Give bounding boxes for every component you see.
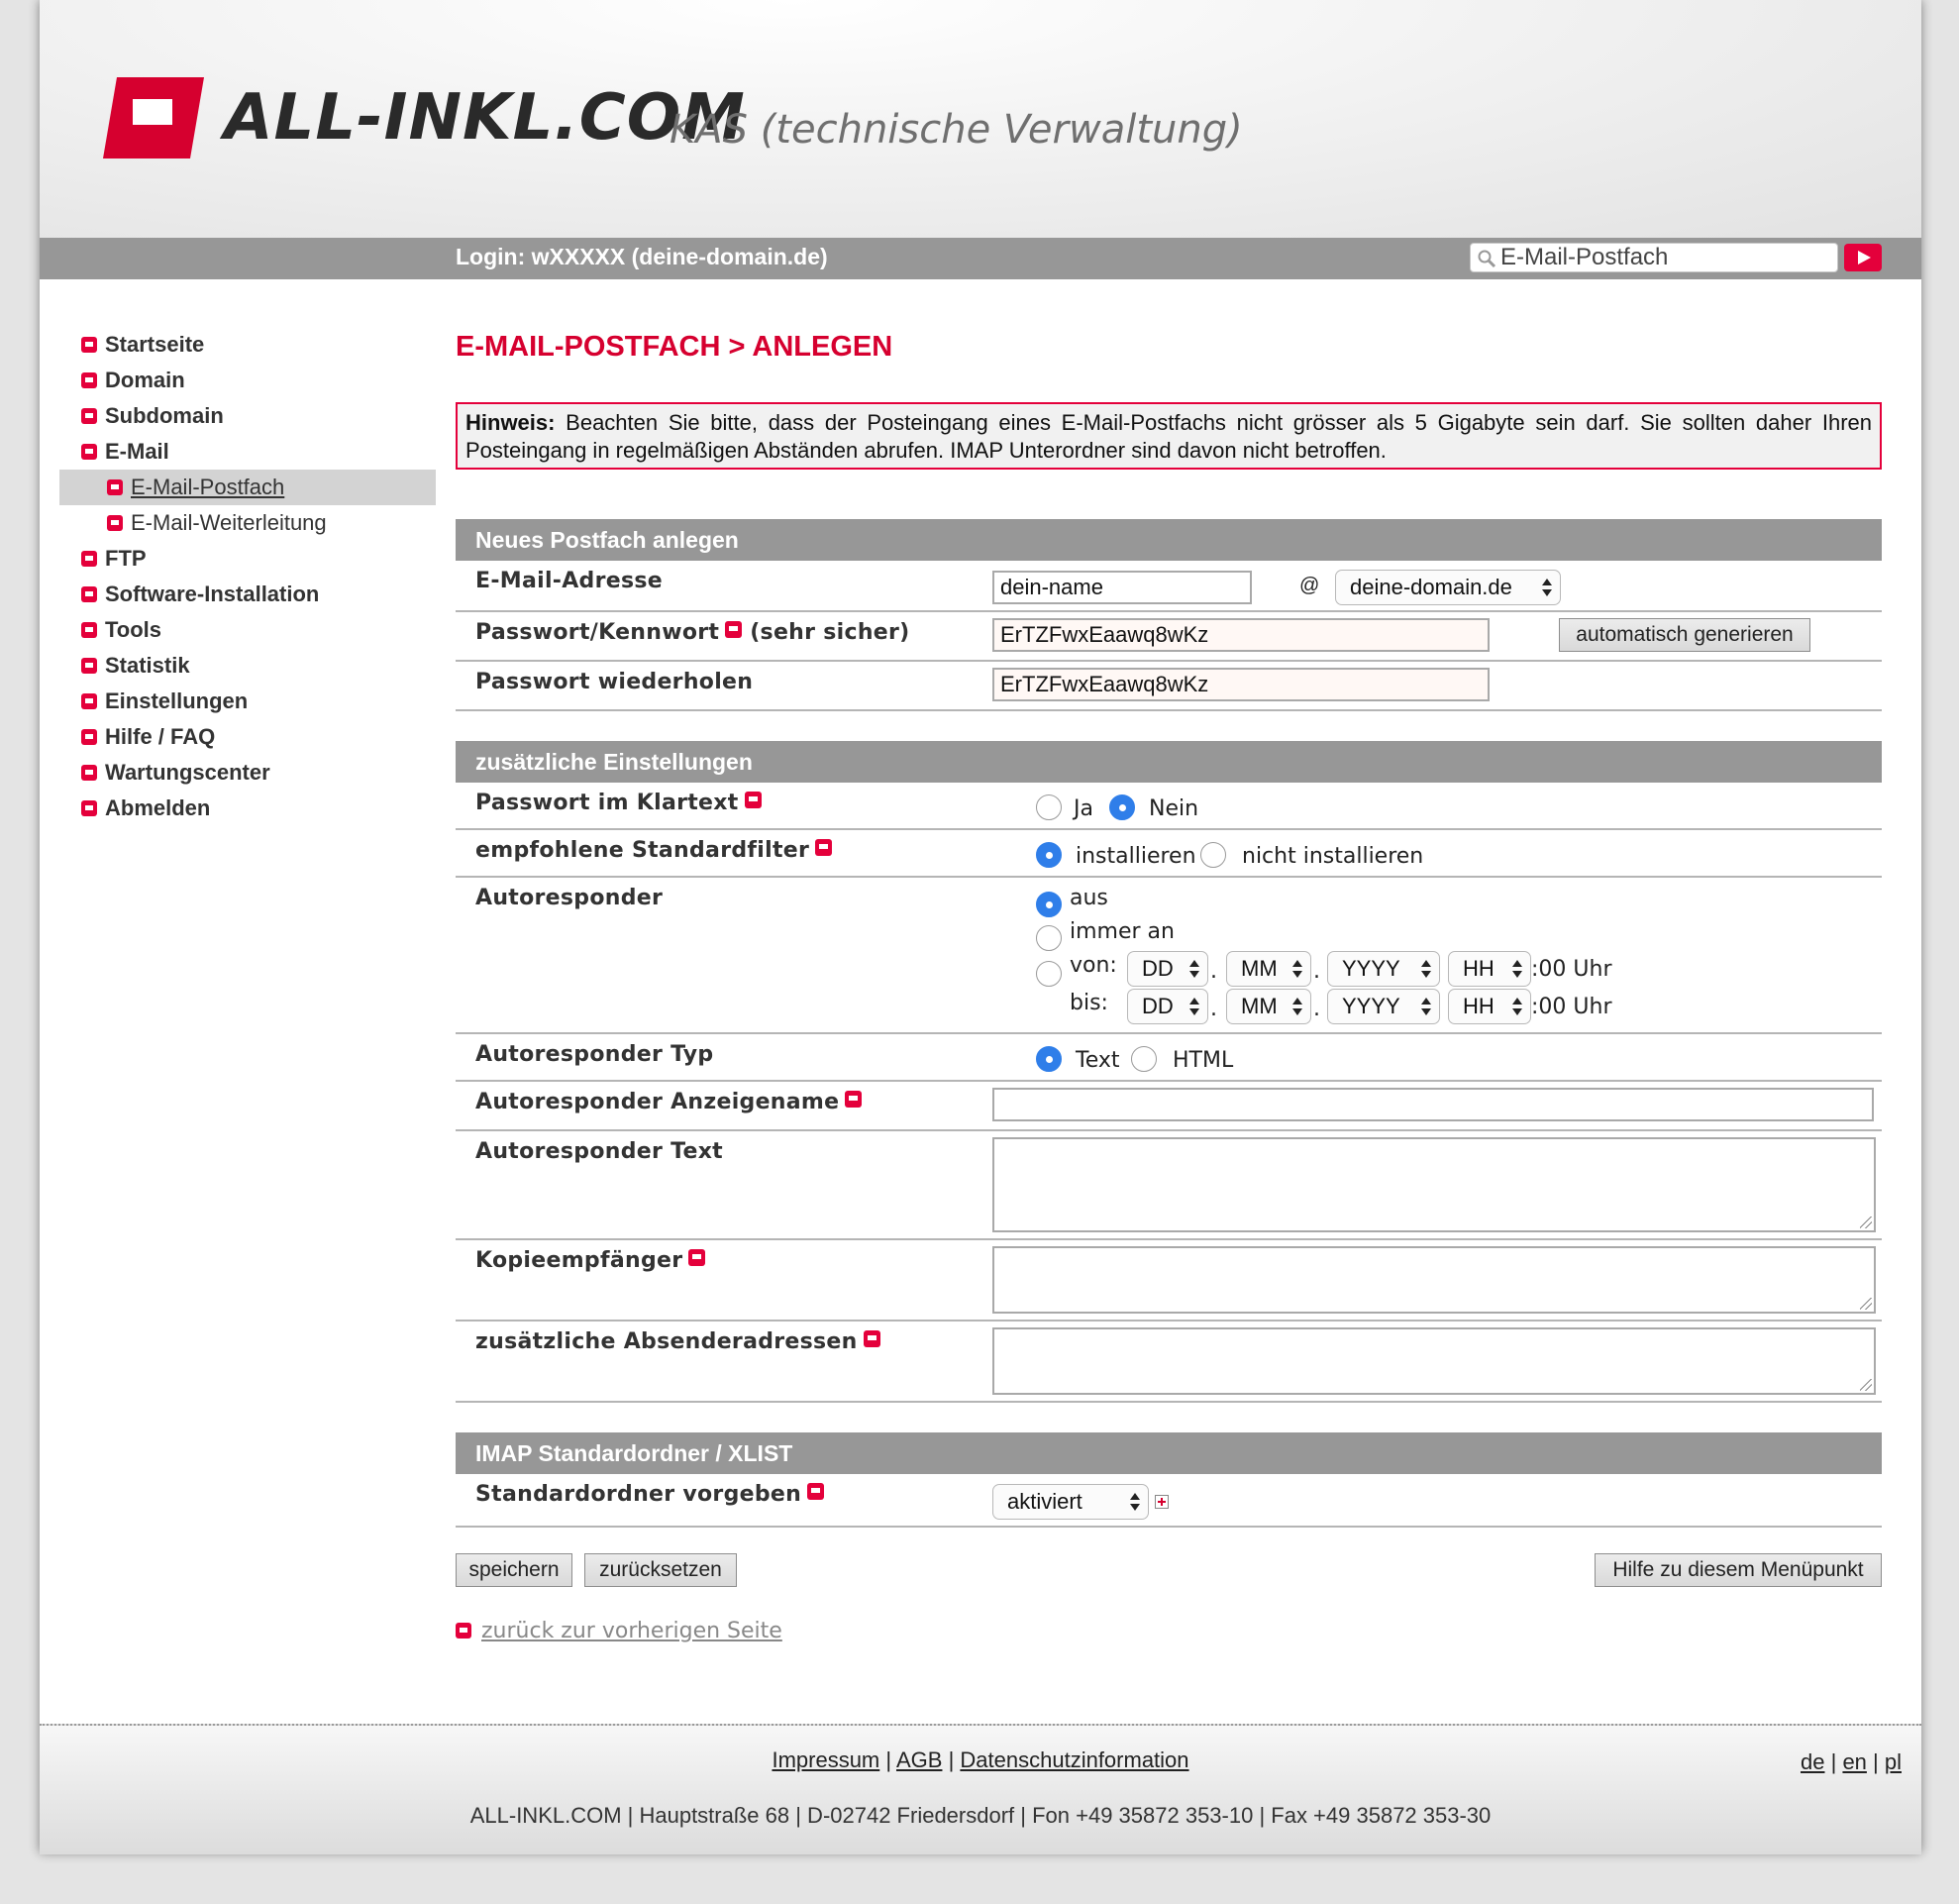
row-autoresponder-typ	[456, 1034, 1882, 1082]
company-address: ALL-INKL.COM | Hauptstraße 68 | D-02742 Friedersdorf | Fon +49 35872 353-10 | Fax +49 35872 353-30	[469, 1803, 1492, 1828]
help-icon[interactable]	[725, 621, 742, 638]
anzeigename-input[interactable]	[992, 1088, 1874, 1121]
nav-bullet-icon	[107, 479, 123, 495]
footer-separator: |	[942, 1747, 961, 1772]
ar-always-label: immer an	[1070, 919, 1175, 944]
date-dot: .	[1313, 959, 1320, 984]
lang-en-link[interactable]: en	[1842, 1749, 1867, 1774]
row-standardordner	[456, 1474, 1882, 1528]
back-link[interactable]: zurück zur vorherigen Seite	[481, 1619, 782, 1643]
agb-link[interactable]: AGB	[895, 1747, 943, 1772]
sidebar-item-abmelden[interactable]: Abmelden	[59, 791, 436, 826]
generate-password-button[interactable]: automatisch generieren	[1559, 618, 1810, 652]
help-icon[interactable]	[745, 792, 762, 808]
section-zusaetzliche-einstellungen: zusätzliche Einstellungen	[456, 741, 1882, 783]
nav-bullet-icon	[81, 444, 97, 460]
klartext-ja-radio[interactable]	[1036, 794, 1062, 820]
footer-separator: |	[1866, 1749, 1885, 1774]
sidebar-item-domain[interactable]: Domain	[59, 363, 436, 398]
sidebar-nav	[59, 327, 436, 826]
privacy-link[interactable]: Datenschutzinformation	[960, 1747, 1189, 1772]
chevron-updown-icon	[1189, 998, 1199, 1017]
row-email-address	[456, 561, 1882, 612]
row-anzeigename	[456, 1082, 1882, 1131]
sidebar-item-wartungscenter[interactable]: Wartungscenter	[59, 755, 436, 791]
page-title: E-MAIL-POSTFACH > ANLEGEN	[456, 331, 893, 363]
autoresponder-text-label: Autoresponder Text	[475, 1139, 723, 1164]
footer-links	[40, 1747, 1921, 1773]
type-text-label: Text	[1076, 1048, 1120, 1073]
notice-box	[456, 402, 1882, 470]
password-repeat-label: Passwort wiederholen	[475, 670, 754, 694]
search-go-icon[interactable]	[1844, 244, 1882, 271]
nav-bullet-icon	[81, 693, 97, 709]
type-html-label: HTML	[1173, 1048, 1234, 1073]
sidebar-item-subdomain[interactable]: Subdomain	[59, 398, 436, 434]
filter-install-label: installieren	[1076, 844, 1196, 869]
chevron-updown-icon	[1421, 960, 1431, 980]
help-icon[interactable]	[688, 1249, 705, 1266]
from-year-select[interactable]: YYYY	[1327, 951, 1440, 987]
notice-label: Hinweis:	[465, 410, 556, 435]
sidebar-item-email-postfach[interactable]: E-Mail-Postfach	[59, 470, 436, 505]
sidebar-item-email[interactable]: E-Mail	[59, 434, 436, 470]
standardordner-select[interactable]: aktiviert	[992, 1484, 1149, 1520]
footer-separator: |	[1824, 1749, 1843, 1774]
to-day-select[interactable]: DD	[1127, 989, 1208, 1024]
to-hour-select[interactable]: HH	[1448, 989, 1531, 1024]
password-label: Passwort/Kennwort (sehr sicher)	[475, 620, 910, 645]
email-address-label: E-Mail-Adresse	[475, 569, 663, 593]
chevron-updown-icon	[1512, 960, 1522, 980]
date-dot: .	[1210, 959, 1217, 984]
to-year-select[interactable]: YYYY	[1327, 989, 1440, 1024]
chevron-updown-icon	[1130, 1493, 1140, 1513]
kopieempfaenger-label: Kopieempfänger	[475, 1248, 705, 1273]
filter-noinstall-label: nicht installieren	[1242, 844, 1424, 869]
klartext-nein-label: Nein	[1149, 796, 1199, 821]
from-day-select[interactable]: DD	[1127, 951, 1208, 987]
ar-to-label: bis:	[1070, 991, 1108, 1015]
help-icon[interactable]	[807, 1483, 824, 1500]
kopieempfaenger-textarea[interactable]	[992, 1246, 1876, 1314]
ar-off-label: aus	[1070, 886, 1108, 910]
from-uhr-label: :00 Uhr	[1531, 957, 1612, 982]
ar-period-radio[interactable]	[1036, 961, 1062, 987]
row-kopieempfaenger	[456, 1240, 1882, 1322]
help-menu-button[interactable]: Hilfe zu diesem Menüpunkt	[1595, 1553, 1882, 1587]
password-strength: (sehr sicher)	[750, 620, 910, 645]
sidebar-item-hilfe[interactable]: Hilfe / FAQ	[59, 719, 436, 755]
nav-bullet-icon	[81, 622, 97, 638]
nav-bullet-icon	[81, 337, 97, 353]
help-icon[interactable]	[864, 1330, 880, 1347]
at-sign: @	[1299, 575, 1320, 596]
help-icon[interactable]	[845, 1091, 862, 1108]
autoresponder-typ-label: Autoresponder Typ	[475, 1042, 714, 1067]
type-html-radio[interactable]	[1131, 1046, 1157, 1072]
impressum-link[interactable]: Impressum	[772, 1747, 880, 1772]
nav-bullet-icon	[456, 1623, 471, 1639]
klartext-label: Passwort im Klartext	[475, 791, 762, 815]
filter-install-radio[interactable]	[1036, 842, 1062, 868]
klartext-nein-radio[interactable]	[1109, 794, 1135, 820]
nav-bullet-icon	[81, 586, 97, 602]
expand-plus-icon[interactable]	[1155, 1495, 1169, 1509]
sidebar-item-email-weiterleitung[interactable]: E-Mail-Weiterleitung	[59, 505, 436, 541]
domain-select[interactable]	[1335, 570, 1561, 605]
from-month-select[interactable]: MM	[1226, 951, 1311, 987]
nav-bullet-icon	[81, 765, 97, 781]
nav-bullet-icon	[107, 515, 123, 531]
sidebar-item-einstellungen[interactable]: Einstellungen	[59, 684, 436, 719]
header	[40, 0, 1921, 238]
password-repeat-input[interactable]	[992, 668, 1490, 701]
email-name-input[interactable]	[992, 571, 1252, 604]
quick-search	[1470, 243, 1838, 272]
row-password	[456, 612, 1882, 662]
absenderadressen-textarea[interactable]	[992, 1327, 1876, 1395]
nav-bullet-icon	[81, 800, 97, 816]
autoresponder-label: Autoresponder	[475, 886, 664, 910]
footer-separator: |	[879, 1747, 896, 1772]
chevron-updown-icon	[1189, 960, 1199, 980]
sidebar-item-statistik[interactable]: Statistik	[59, 648, 436, 684]
date-dot: .	[1210, 997, 1217, 1021]
save-button[interactable]: speichern	[456, 1553, 572, 1587]
logo-text: ALL-INKL.COM	[224, 81, 746, 155]
chevron-updown-icon	[1512, 998, 1522, 1017]
footer	[40, 1724, 1921, 1854]
notice-text: Beachten Sie bitte, dass der Posteingang eines E-Mail-Postfachs nicht grösser als 5 Gigabyte sein darf. Sie sollten daher Ihren Posteingang in regelmäßigen Abständen abrufen. IMAP Unterordner sind davon nicht betroffen.	[465, 410, 1872, 463]
type-text-radio[interactable]	[1036, 1046, 1062, 1072]
section-neues-postfach: Neues Postfach anlegen	[456, 519, 1882, 561]
language-switch	[1801, 1749, 1902, 1775]
sidebar-item-ftp[interactable]: FTP	[59, 541, 436, 577]
klartext-ja-label: Ja	[1074, 796, 1093, 821]
standardordner-label: Standardordner vorgeben	[475, 1482, 824, 1507]
help-icon[interactable]	[815, 839, 832, 856]
top-bar	[40, 238, 1921, 279]
nav-bullet-icon	[81, 729, 97, 745]
chevron-updown-icon	[1292, 960, 1302, 980]
absenderadressen-label: zusätzliche Absenderadressen	[475, 1329, 880, 1354]
row-absenderadressen	[456, 1322, 1882, 1403]
nav-bullet-icon	[81, 372, 97, 388]
filter-noinstall-radio[interactable]	[1200, 842, 1226, 868]
domain-select-value: deine-domain.de	[1350, 575, 1512, 599]
logo-subtitle: KAS (technische Verwaltung)	[670, 107, 1243, 153]
row-klartext	[456, 783, 1882, 830]
quick-search-input[interactable]	[1500, 245, 1827, 270]
page	[40, 0, 1921, 1852]
row-standardfilter	[456, 830, 1882, 878]
login-info: Login: wXXXXX (deine-domain.de)	[456, 244, 828, 269]
reset-button[interactable]: zurücksetzen	[584, 1553, 737, 1587]
nav-bullet-icon	[81, 408, 97, 424]
password-input[interactable]	[992, 618, 1490, 652]
chevron-updown-icon	[1542, 579, 1552, 598]
logo-mark-icon	[103, 77, 204, 159]
search-icon	[1477, 249, 1496, 268]
section-imap-standardordner: IMAP Standardordner / XLIST	[456, 1432, 1882, 1474]
nav-bullet-icon	[81, 658, 97, 674]
standardfilter-label: empfohlene Standardfilter	[475, 838, 832, 863]
row-password-repeat	[456, 662, 1882, 711]
anzeigename-label: Autoresponder Anzeigename	[475, 1090, 862, 1114]
autoresponder-text-textarea[interactable]	[992, 1137, 1876, 1232]
date-dot: .	[1313, 997, 1320, 1021]
to-month-select[interactable]: MM	[1226, 989, 1311, 1024]
row-autoresponder-text	[456, 1131, 1882, 1240]
row-autoresponder	[456, 878, 1882, 1034]
sidebar-item-startseite[interactable]: Startseite	[59, 327, 436, 363]
ar-from-label: von:	[1070, 953, 1117, 978]
chevron-updown-icon	[1292, 998, 1302, 1017]
to-uhr-label: :00 Uhr	[1531, 995, 1612, 1019]
ar-always-radio[interactable]	[1036, 925, 1062, 951]
ar-off-radio[interactable]	[1036, 892, 1062, 917]
from-hour-select[interactable]: HH	[1448, 951, 1531, 987]
nav-bullet-icon	[81, 551, 97, 567]
sidebar-item-software[interactable]: Software-Installation	[59, 577, 436, 612]
lang-pl-link[interactable]: pl	[1884, 1749, 1902, 1774]
sidebar-item-tools[interactable]: Tools	[59, 612, 436, 648]
lang-de-link[interactable]: de	[1801, 1749, 1825, 1774]
chevron-updown-icon	[1421, 998, 1431, 1017]
